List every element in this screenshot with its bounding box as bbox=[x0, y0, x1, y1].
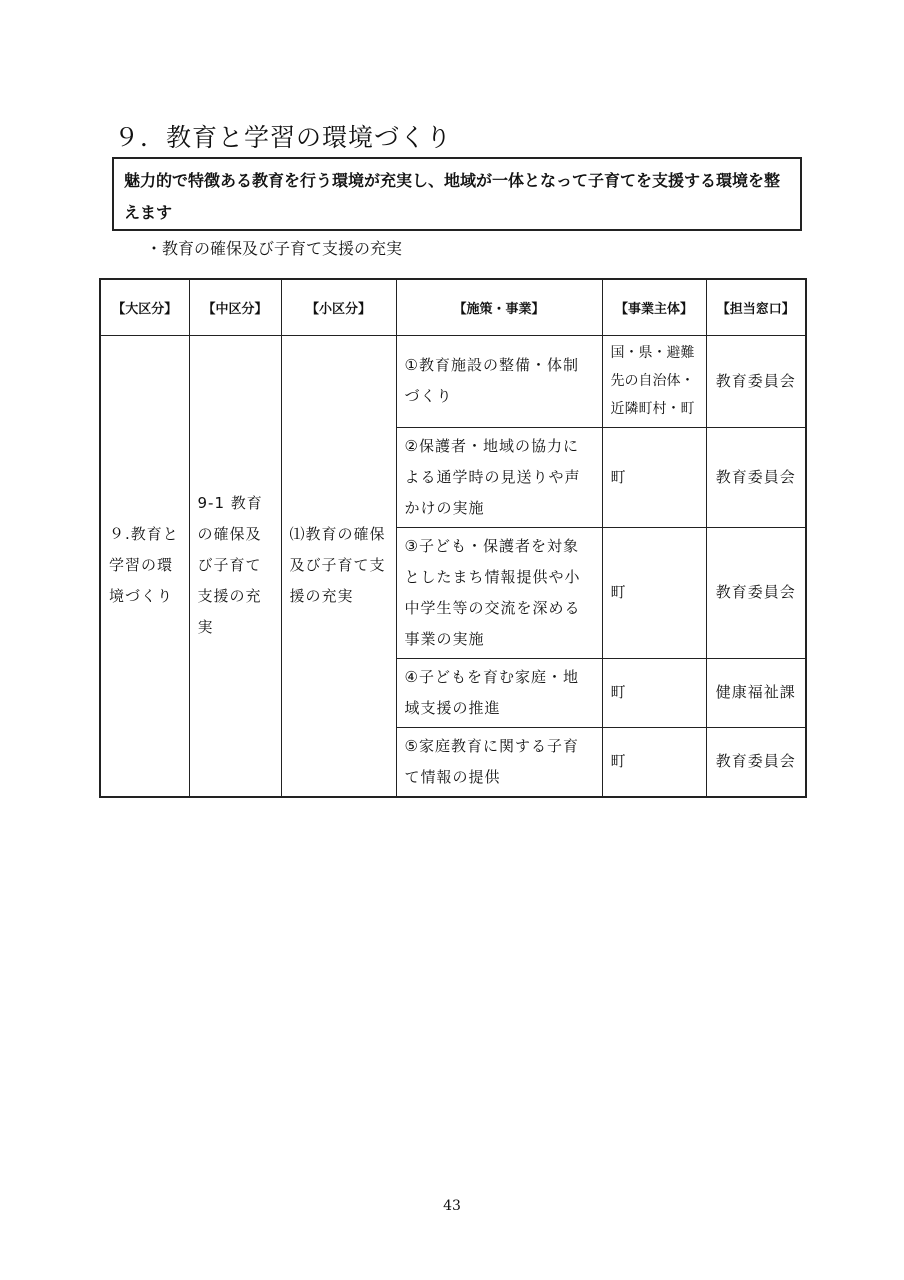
entity-cell: 町 bbox=[602, 527, 706, 658]
table-row bbox=[100, 335, 806, 427]
header-small-category: 【小区分】 bbox=[281, 279, 396, 335]
entity-cell: 町 bbox=[602, 427, 706, 527]
header-entity: 【事業主体】 bbox=[602, 279, 706, 335]
contact-cell: 教育委員会 bbox=[706, 427, 806, 527]
header-large-category: 【大区分】 bbox=[100, 279, 189, 335]
contact-cell: 教育委員会 bbox=[706, 527, 806, 658]
entity-cell: 町 bbox=[602, 727, 706, 797]
page-title: ９．教育と学習の環境づくり bbox=[114, 123, 453, 152]
entity-cell: 国・県・避難先の自治体・近隣町村・町 bbox=[602, 335, 706, 427]
table-header-row bbox=[100, 279, 806, 335]
entity-cell: 町 bbox=[602, 658, 706, 727]
measure-cell: ⑤家庭教育に関する子育て情報の提供 bbox=[396, 727, 602, 797]
goal-statement-box bbox=[112, 157, 802, 231]
page-number: 43 bbox=[443, 1198, 461, 1214]
header-measure: 【施策・事業】 bbox=[396, 279, 602, 335]
large-category-cell: ９.教育と学習の環境づくり bbox=[100, 335, 189, 797]
measure-cell: ③子ども・保護者を対象としたまち情報提供や小中学生等の交流を深める事業の実施 bbox=[396, 527, 602, 658]
contact-cell: 教育委員会 bbox=[706, 727, 806, 797]
header-middle-category: 【中区分】 bbox=[189, 279, 281, 335]
measure-cell: ④子どもを育む家庭・地域支援の推進 bbox=[396, 658, 602, 727]
contact-cell: 健康福祉課 bbox=[706, 658, 806, 727]
small-category-cell: ⑴教育の確保及び子育て支援の充実 bbox=[281, 335, 396, 797]
contact-cell: 教育委員会 bbox=[706, 335, 806, 427]
header-contact: 【担当窓口】 bbox=[706, 279, 806, 335]
goal-statement-text: 魅力的で特徴ある教育を行う環境が充実し、地域が一体となって子育てを支援する環境を整えます bbox=[124, 171, 781, 222]
measure-cell: ②保護者・地域の協力による通学時の見送りや声かけの実施 bbox=[396, 427, 602, 527]
bullet-item: ・教育の確保及び子育て支援の充実 bbox=[146, 239, 403, 258]
policy-table bbox=[99, 278, 807, 798]
middle-category-cell: 9-1 教育の確保及び子育て支援の充実 bbox=[189, 335, 281, 797]
measure-cell: ①教育施設の整備・体制づくり bbox=[396, 335, 602, 427]
